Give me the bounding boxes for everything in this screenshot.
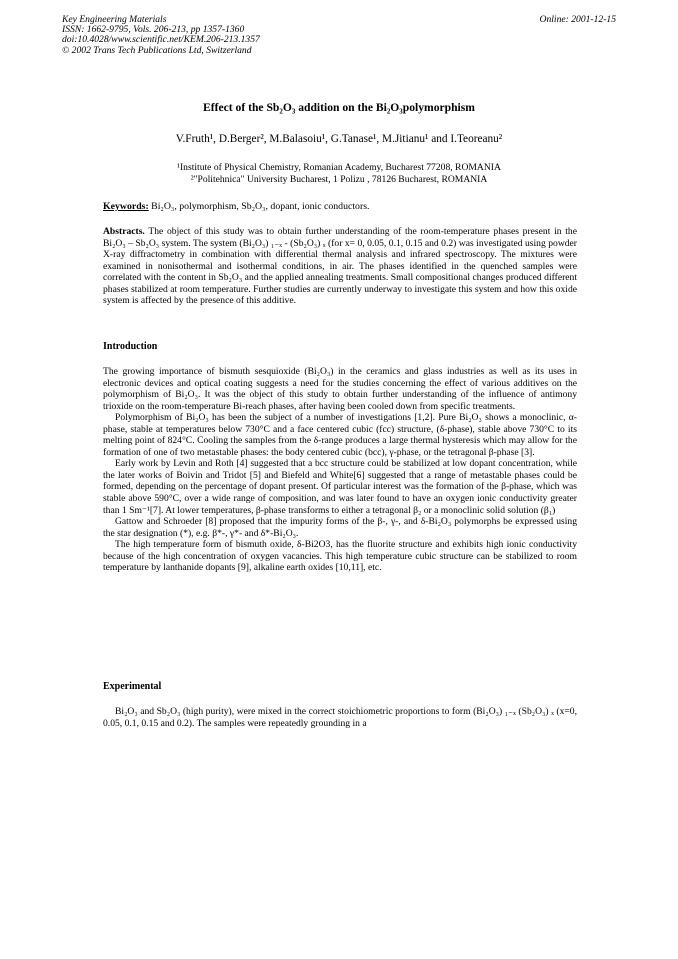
online-date: Online: 2001-12-15 bbox=[539, 14, 616, 25]
keywords bbox=[103, 201, 577, 212]
affiliation-1: ¹Institute of Physical Chemistry, Romanian Academy, Bucharest 77208, ROMANIA bbox=[177, 162, 501, 173]
experimental-body bbox=[103, 706, 577, 729]
keywords-label: Keywords: bbox=[103, 201, 149, 212]
abstract bbox=[103, 226, 577, 307]
author-list: V.Fruth¹, D.Berger², M.Balasoiu¹, G.Tanase¹, M.Jitianu¹ and I.Teoreanu² bbox=[175, 133, 503, 145]
journal-name: Key Engineering Materials bbox=[62, 14, 167, 25]
copyright-line: © 2002 Trans Tech Publications Ltd, Switzerland bbox=[62, 44, 252, 56]
intro-paragraph: The growing importance of bismuth sesquioxide (Bi₂O₃) in the ceramics and glass industries as well as its uses in electronic devices and optical coating suggests a need for the studies concerning the effect of various additives on the polymorphism of Bi₂O₃. It was the object of this study to obtain further understanding of the influence of antimony trioxide on the room-temperature Bi-reach phases, after having been cooled down from specific treatments. bbox=[103, 366, 577, 412]
affiliation-2: ²"Politehnica" University Bucharest, 1 Polizu , 78126 Bucharest, ROMANIA bbox=[190, 173, 488, 185]
paper-title: Effect of the Sb₂O₃ addition on the Bi₂O₃polymorphism bbox=[203, 101, 475, 114]
introduction-body bbox=[103, 366, 577, 574]
affiliations bbox=[0, 162, 678, 185]
doi-line: doi:10.4028/www.scientific.net/KEM.206-213.1357 bbox=[62, 34, 260, 46]
intro-paragraph: Gattow and Schroeder [8] proposed that the impurity forms of the β-, γ-, and δ-Bi₂O₃ polymorphs be expressed using the star designation (*), e.g. β*-, γ*- and δ*-Bi₂O₃. bbox=[103, 516, 577, 539]
intro-paragraph: Polymorphism of Bi₂O₃ has been the subject of a number of investigations [1,2]. Pure Bi₂O₃ shows a monoclinic, α-phase, stable at temperatures below 730°C and a face centered cubic (fcc) structure, (δ-phase), stable above 730°C to its melting point of 824°C. Cooling the samples from the δ-range produces a large thermal hysteresis which may allow for the formation of one of two metastable phases: the body centered cubic (bcc), γ-phase, or the tetragonal β-phase [3]. bbox=[103, 412, 577, 458]
intro-paragraph: The high temperature form of bismuth oxide, δ-Bi2O3, has the fluorite structure and exhibits high ionic conductivity because of the high concentration of oxygen vacancies. This high temperature cubic structure can be stabilized to room temperature by lanthanide dopants [9], alkaline earth oxides [10,11], etc. bbox=[103, 539, 577, 574]
abstract-label: Abstracts. bbox=[103, 226, 145, 237]
keywords-text: Bi₂O₃, polymorphism, Sb₂O₃, dopant, ionic conductors. bbox=[148, 201, 370, 212]
intro-paragraph: Early work by Levin and Roth [4] suggested that a bcc structure could be stabilized at low dopant concentration, while the later works of Boivin and Tridot [5] and Biefeld and White[6] suggested that a range of metastable phases could be formed, depending on the percentage of dopant present. Of particular interest was the formation of the β-phase, which was stable above 590°C, over a wide range of composition, and was later found to have an oxygen ionic conductivity greater than 1 Sm⁻¹[7]. At lower temperatures, β-phase transforms to either a tetragonal β₂ or a monoclinic solid solution (β₁) bbox=[103, 458, 577, 516]
abstract-text: The object of this study was to obtain further understanding of the room-temperature phases present in the Bi₂O₃ – Sb₂O₃ system. The system (Bi₂O₃) ₁₋ₓ - (Sb₂O₃) ₓ (for x= 0, 0.05, 0.1, 0.15 and 0.2) was investigated using powder X-ray diffractometry in combination with differential thermal analysis and infrared spectroscopy. The mixtures were examined in nonisothermal and isothermal conditions, in air. The phases identified in the quenched samples were correlated with the content in Sb₂O₃ and the applied annealing treatments. Small compositional changes produced different phases stabilized at room temperature. Further studies are currently underway to investigate this system and how this oxide system is affected by the presence of this additive. bbox=[103, 226, 577, 307]
experimental-paragraph: Bi₂O₃ and Sb₂O₃ (high purity), were mixed in the correct stoichiometric proportions to form (Bi₂O₃) ₁₋ₓ (Sb₂O₃) ₓ (x=0, 0.05, 0.1, 0.15 and 0.2). The samples were repeatedly grounding in a bbox=[103, 706, 577, 729]
journal-header bbox=[62, 15, 616, 56]
section-heading-introduction: Introduction bbox=[103, 341, 158, 352]
issn-line: ISSN: 1662-9795, Vols. 206-213, pp 1357-1360 bbox=[62, 24, 245, 36]
section-heading-experimental: Experimental bbox=[103, 681, 162, 692]
